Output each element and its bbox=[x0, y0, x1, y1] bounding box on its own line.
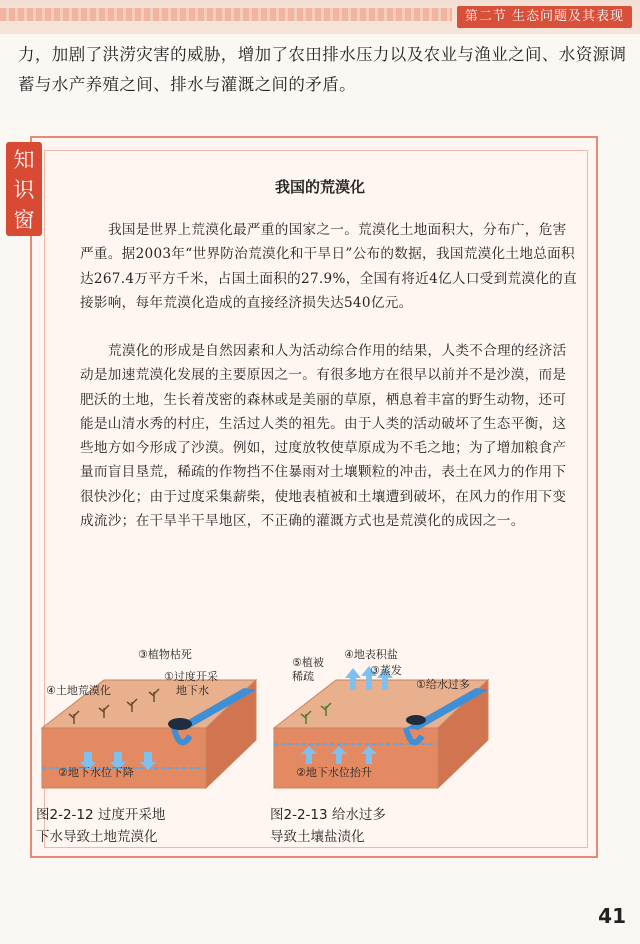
page-number: 41 bbox=[598, 904, 626, 928]
figure2-caption-line2: 导致土壤盐渍化 bbox=[270, 829, 365, 845]
label-sparse: 稀疏 bbox=[292, 670, 314, 683]
article-paragraph-1: 我国是世界上荒漠化最严重的国家之一。荒漠化土地面积大，分布广，危害严重。据2003年“世界防治荒漠化和干旱日”公布的数据，我国荒漠化土地总面积达267.4万平方千米，占国土面积的27.9%，全国有将近4亿人口受到荒漠化的直接影响，每年荒漠化造成的直接经济损失达540亿元。 bbox=[80, 222, 577, 311]
figure2-caption-line1: 图2-2-13 给水过多 bbox=[270, 807, 386, 823]
page-header bbox=[0, 0, 640, 34]
figure1-caption-line1: 图2-2-12 过度开采地 bbox=[36, 807, 166, 823]
label-water-table-rise: ②地下水位抬升 bbox=[296, 766, 372, 779]
label-evaporation: ③蒸发 bbox=[370, 664, 402, 677]
intro-paragraph: 力，加剧了洪涝灾害的威胁，增加了农田排水压力以及农业与渔业之间、水资源调蓄与水产养殖之间、排水与灌溉之间的矛盾。 bbox=[18, 45, 627, 94]
label-water-table-drop: ②地下水位下降 bbox=[58, 766, 134, 779]
label-overexploit: ①过度开采 bbox=[164, 670, 218, 683]
label-sparse-vegetation: ⑤植被 bbox=[292, 656, 324, 669]
article-title: 我国的荒漠化 bbox=[274, 178, 365, 196]
section-title: 第二节 生态问题及其表现 bbox=[457, 6, 632, 28]
figure1-caption-line2: 下水导致土地荒漠化 bbox=[36, 829, 158, 845]
label-groundwater: 地下水 bbox=[176, 684, 209, 697]
figure-salinization bbox=[266, 640, 496, 800]
article-paragraph-2: 荒漠化的形成是自然因素和人为活动综合作用的结果，人类不合理的经济活动是加速荒漠化发展的主要原因之一。有很多地方在很早以前并不是沙漠，而是肥沃的土地，生长着茂密的森林或是美丽的草原，栖息着丰富的野生动物，还可能是山清水秀的村庄，生活过人类的祖先。由于人类的活动破坏了生态平衡，这些地方如今形成了沙漠。例如，过度放牧使草原成为不毛之地；为了增加粮食产量而盲目垦荒，稀疏的作物挡不住暴雨对土壤颗粒的冲击，表土在风力的作用下很快沙化；由于过度采集薪柴，使地表植被和土壤遭到破坏，在风力的作用下变成流沙；在干旱半干旱地区，不正确的灌溉方式也是荒漠化的成因之一。 bbox=[80, 343, 567, 530]
label-salt-accumulation: ④地表积盐 bbox=[344, 648, 398, 661]
header-stripe bbox=[0, 8, 452, 21]
label-desertification: ④土地荒漠化 bbox=[46, 684, 111, 697]
label-overwatering: ①给水过多 bbox=[416, 678, 470, 691]
label-plants-die: ③植物枯死 bbox=[138, 648, 192, 661]
knowledge-window-label: 知识窗 bbox=[13, 148, 35, 232]
figure-overexploitation bbox=[34, 640, 264, 800]
